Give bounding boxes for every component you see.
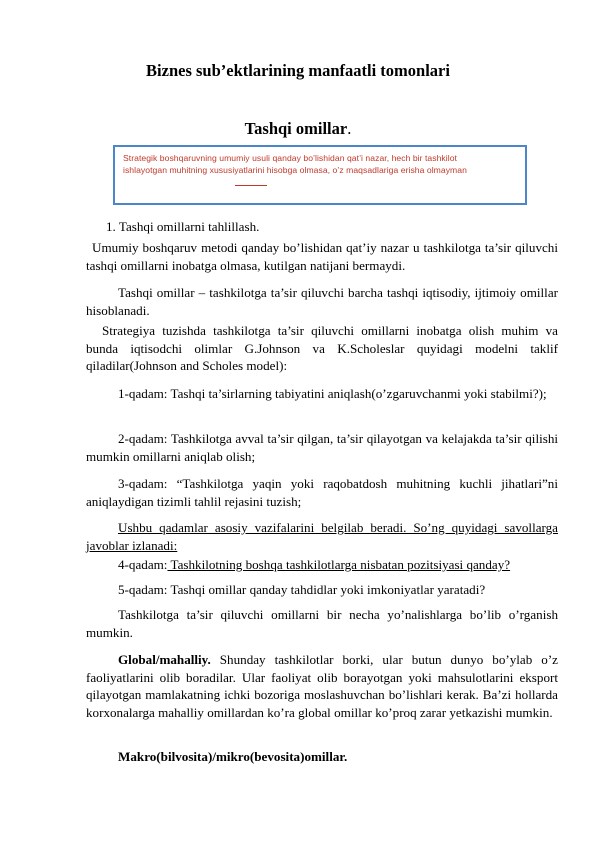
step-5: 5-qadam: Tashqi omillar qanday tahdidlar yoki imkoniyatlar yaratadi? [118, 582, 486, 597]
section-subtitle [0, 119, 596, 139]
step-2: 2-qadam: Tashkilotga avval ta’sir qilgan, ta’sir qilayotgan va kelajakda ta’sir qilishi mumkin omillarni aniqlab olish; [86, 431, 558, 464]
page-title: Biznes sub’ektlarining manfaatli tomonlari [146, 61, 450, 80]
paragraph-4: Tashkilotga ta’sir qiluvchi omillarni bir necha yo’nalishlarga bo’lib o’rganish mumkin. [86, 607, 558, 640]
banner-rule [235, 185, 267, 186]
step-4-question: Tashkilotning boshqa tashkilotlarga nisbatan pozitsiyasi qanday? [167, 557, 511, 572]
macro-micro-heading: Makro(bilvosita)/mikro(bevosita)omillar. [118, 749, 348, 764]
paragraph-5-text: Shunday tashkilotlar borki, ular butun dunyo bo’ylab o’z faoliyatlarini olib boradilar. Ular faoliyat olib borayotgan yoki mahsulotlarini eksport qilayotgan mamlakatning ichki bozoriga moslashuvchan bo’lishlari kerak. Ba’zi hollarda korxonalarga mahalliy omillardan ko’ra global omillar ko’proq zarar yetkazishi mumkin. [86, 652, 558, 720]
paragraph-2: Tashqi omillar – tashkilotga ta’sir qiluvchi barcha tashqi iqtisodiy, ijtimoiy omillar hisoblanadi. [86, 285, 558, 318]
banner-line-1: Strategik boshqaruvning umumiy usuli qanday bo’lishidan qat’i nazar, hech bir tashkilot [123, 153, 457, 163]
paragraph-1: Umumiy boshqaruv metodi qanday bo’lishidan qat’iy nazar u tashkilotga ta’sir qiluvchi tashqi omillarni inobatga olmasa, kutilgan natijani bermaydi. [86, 240, 558, 273]
global-local-heading: Global/mahalliy. [118, 652, 211, 667]
underlined-intro: Ushbu qadamlar asosiy vazifalarini belgilab beradi. So’ng quyidagi savollarga javoblar izlanadi: [86, 520, 558, 553]
banner-line-2: ishlayotgan muhitning xususiyatlarini hisobga olmasa, o’z maqsadlariga erisha olmayman [123, 165, 467, 175]
quote-banner-image [113, 145, 527, 205]
step-1: 1-qadam: Tashqi ta’sirlarning tabiyatini aniqlash(o’zgaruvchanmi yoki stabilmi?); [118, 386, 547, 401]
list-item-1: 1. Tashqi omillarni tahlillash. [106, 219, 260, 234]
step-3: 3-qadam: “Tashkilotga yaqin yoki raqobatdosh muhitning kuchli jihatlari”ni aniqlaydigan tizimli tahlil rejasini tuzish; [86, 476, 558, 509]
section-subtitle-period: . [347, 119, 352, 138]
section-subtitle-text: Tashqi omillar [244, 119, 348, 138]
step-4 [86, 556, 558, 574]
paragraph-5 [86, 651, 558, 721]
step-4-prefix: 4-qadam: [118, 557, 168, 572]
paragraph-3: Strategiya tuzishda tashkilotga ta’sir qiluvchi omillarni inobatga olish muhim va bunda iqtisodchi olimlar G.Johnson va K.Scholeslar quyidagi modelni taklif qiladilar(Johnson and Scholes model): [86, 323, 558, 373]
